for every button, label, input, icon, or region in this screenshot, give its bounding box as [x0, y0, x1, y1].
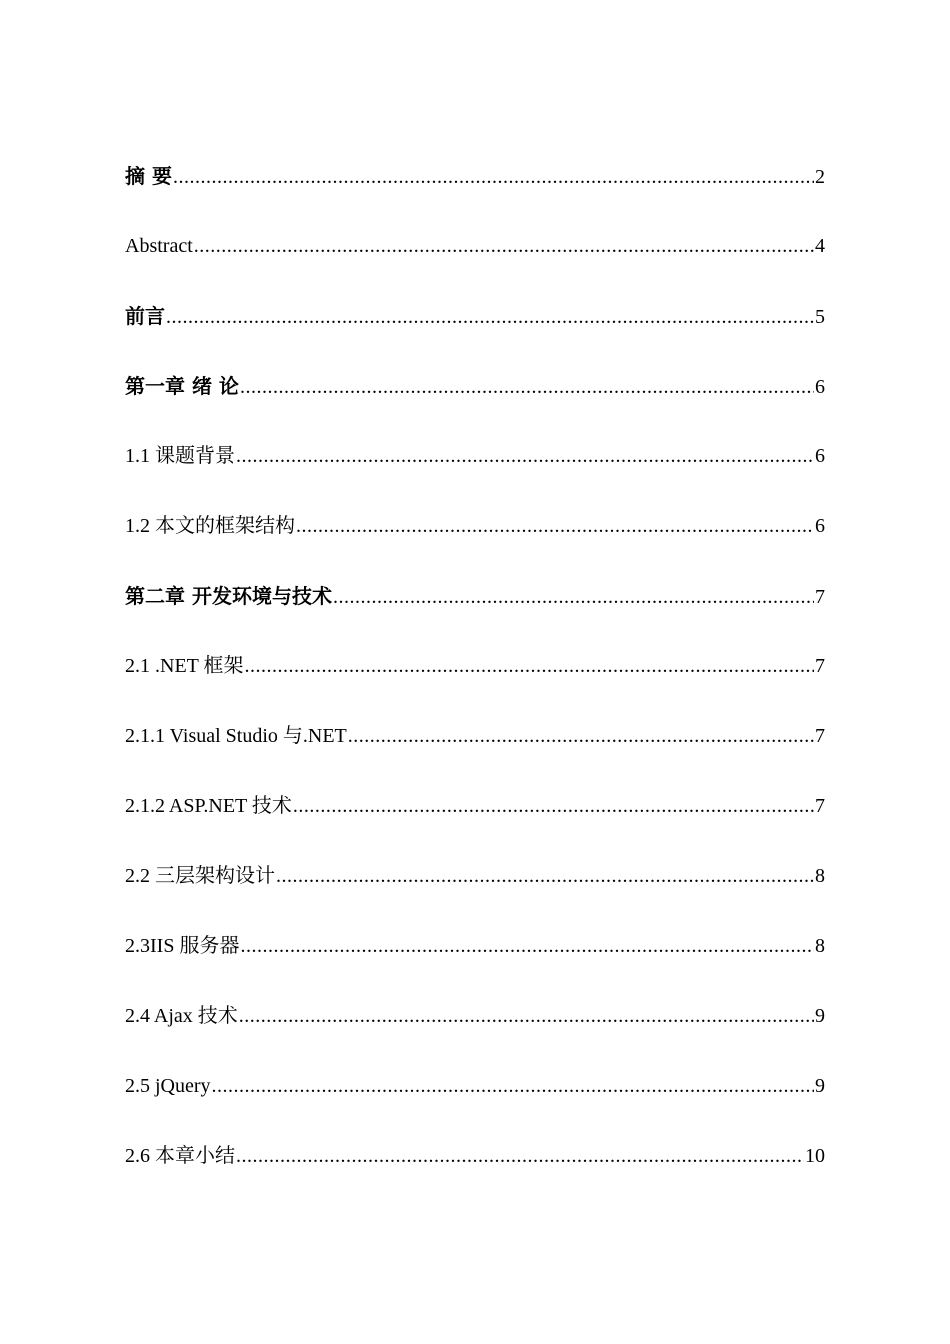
toc-entry-chapter-2[interactable] [125, 576, 825, 646]
toc-dot-leader [236, 436, 814, 476]
toc-entry-section-2-1[interactable] [125, 646, 825, 716]
toc-entry-title: 摘 要 [125, 164, 172, 188]
toc-entry-section-1-2[interactable] [125, 506, 825, 576]
toc-entry-page: 7 [815, 655, 825, 677]
toc-entry-page: 7 [815, 795, 825, 817]
toc-entry-page: 8 [815, 865, 825, 887]
toc-entry-page: 6 [815, 376, 825, 398]
toc-entry-section-1-1[interactable] [125, 436, 825, 506]
toc-entry-page: 5 [815, 306, 825, 328]
toc-entry-chapter-1[interactable] [125, 366, 825, 436]
toc-entry-title: 2.4 Ajax 技术 [125, 1005, 238, 1027]
toc-dot-leader [166, 297, 814, 337]
toc-entry-section-2-1-2[interactable] [125, 786, 825, 856]
toc-dot-leader [245, 646, 814, 686]
toc-dot-leader [194, 226, 814, 266]
toc-entry-abstract-cn[interactable] [125, 156, 825, 226]
toc-entry-title: 前言 [125, 304, 165, 328]
toc-dot-leader [333, 577, 814, 617]
toc-entry-section-2-2[interactable] [125, 856, 825, 926]
toc-entry-section-2-3[interactable] [125, 926, 825, 996]
toc-entry-page: 2 [815, 166, 825, 188]
toc-dot-leader [240, 926, 814, 966]
toc-entry-page: 7 [815, 725, 825, 747]
toc-dot-leader [173, 157, 814, 197]
toc-entry-page: 9 [815, 1005, 825, 1027]
toc-entry-title: 1.2 本文的框架结构 [125, 515, 295, 537]
toc-entry-abstract-en[interactable] [125, 226, 825, 296]
toc-entry-page: 6 [815, 445, 825, 467]
toc-entry-title: 1.1 课题背景 [125, 445, 235, 467]
toc-entry-title: 第二章 开发环境与技术 [125, 584, 332, 608]
toc-entry-page: 9 [815, 1075, 825, 1097]
toc-dot-leader [348, 716, 814, 756]
toc-entry-page: 4 [815, 235, 825, 257]
toc-entry-title: Abstract [125, 235, 193, 257]
toc-dot-leader [239, 996, 814, 1036]
toc-entry-title: 2.3IIS 服务器 [125, 935, 240, 957]
toc-entry-title: 2.5 jQuery [125, 1075, 211, 1097]
toc-entry-page: 7 [815, 586, 825, 608]
toc-entry-preface[interactable] [125, 296, 825, 366]
toc-entry-title: 第一章 绪 论 [125, 374, 239, 398]
toc-dot-leader [296, 506, 814, 546]
toc-dot-leader [276, 856, 814, 896]
table-of-contents [125, 156, 825, 1206]
toc-entry-section-2-4[interactable] [125, 996, 825, 1066]
toc-dot-leader [293, 786, 814, 826]
toc-entry-title: 2.6 本章小结 [125, 1145, 235, 1167]
toc-entry-page: 10 [805, 1145, 825, 1167]
toc-entry-section-2-1-1[interactable] [125, 716, 825, 786]
toc-entry-title: 2.1 .NET 框架 [125, 655, 244, 677]
toc-dot-leader [212, 1066, 814, 1106]
toc-dot-leader [236, 1136, 804, 1176]
toc-entry-page: 8 [815, 935, 825, 957]
toc-dot-leader [240, 367, 814, 407]
toc-entry-page: 6 [815, 515, 825, 537]
toc-entry-title: 2.1.2 ASP.NET 技术 [125, 795, 292, 817]
toc-entry-section-2-6[interactable] [125, 1136, 825, 1206]
toc-entry-section-2-5[interactable] [125, 1066, 825, 1136]
toc-entry-title: 2.1.1 Visual Studio 与.NET [125, 725, 347, 747]
toc-entry-title: 2.2 三层架构设计 [125, 865, 275, 887]
